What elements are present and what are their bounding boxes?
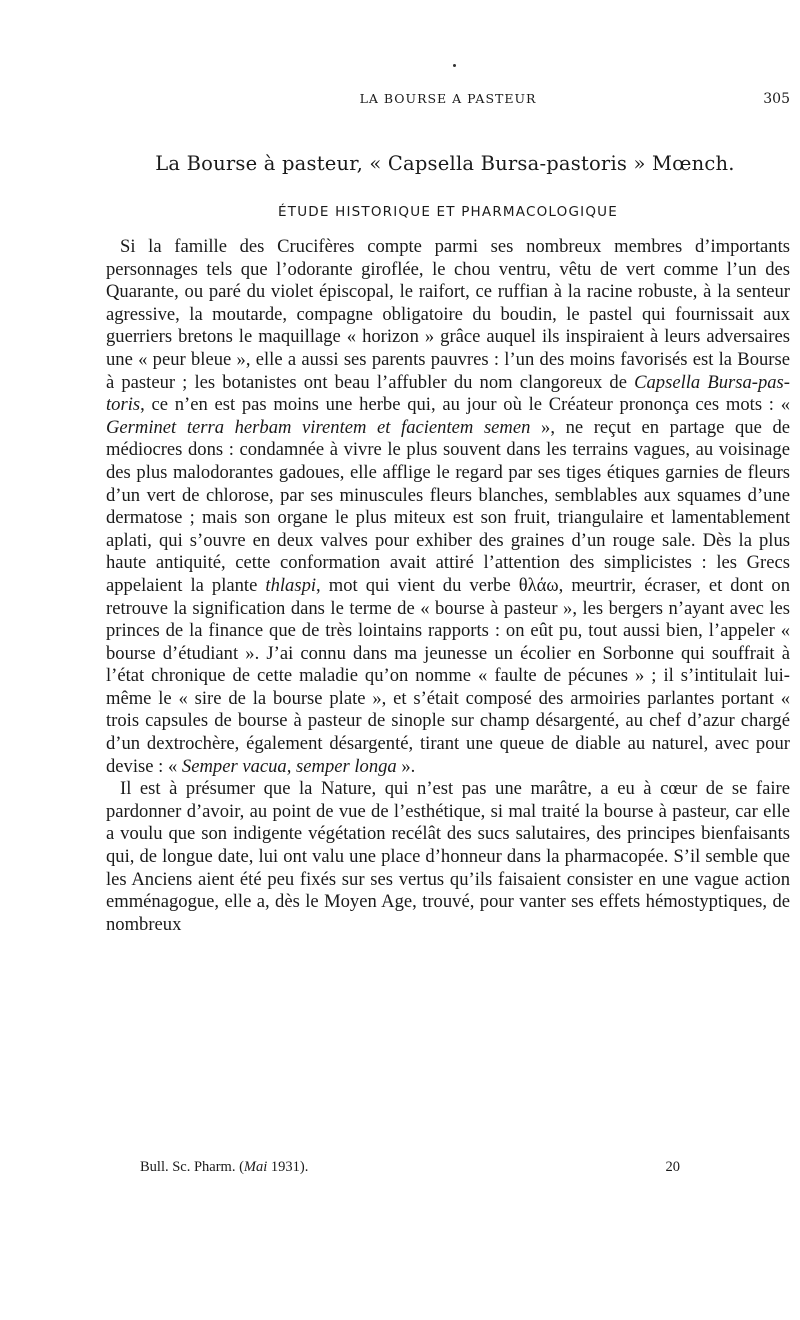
paragraph-1-italic-genesis-quote: Germinet terra herbam virentem et facientem semen <box>106 416 531 438</box>
paragraph-1-text-d: , mot qui vient du verbe θλάω, meurtrir, écraser, et dont on retrouve la signification dans le terme de « bourse à pasteur », les bergers n’ayant avec les princes de la finance que de très lointains rapports : on eût pu, tout aussi bien, l’appeler « bourse d’étudiant ». J’ai connu dans ma jeunesse un écolier en Sorbonne qui souffrait à l’état chronique de cette maladie qu’on nomme « faulte de pécunes » ; il s’intitulait lui-même le « sire de la bourse plate », et s’était composé des armoiries parlantes portant « trois capsules de bourse à pasteur de sinople sur champ désargenté, au chef d’azur chargé d’un dextrochère, également désargenté, tirant une queue de diable au naturel, avec pour devise : « <box>106 574 790 777</box>
paragraph-1-text-e: ». <box>396 755 416 777</box>
article-subtitle: ÉTUDE HISTORIQUE ET PHARMACOLOGIQUE <box>278 204 618 220</box>
print-speck <box>453 64 456 67</box>
journal-citation-a: Bull. Sc. Pharm. ( <box>140 1159 244 1175</box>
journal-citation-month: Mai <box>243 1159 268 1175</box>
paragraph-1-text-a: Si la famille des Crucifères compte parmi ses nombreux membres d’importants personnages tels que l’odorante giroflée, le chou ventru, vêtu de vert comme l’un des Quarante, ou paré du violet épiscopal, le raifort, ce ruffian à la racine robuste, à la senteur agressive, la moutarde, compagne obligatoire du boudin, le pastel qui fournissait aux guerriers bretons le maquillage « horizon » grâce auquel ils inspiraient à leurs adversaires une « peur bleue », elle a aussi ses parents pauvres : l’un des moins favorisés est la Bourse à pasteur ; les botanistes ont beau l’affubler du nom clangoreux de <box>106 236 790 393</box>
paragraph-1-italic-latin-name: Capsella Bursa-pastoris <box>106 371 790 416</box>
paragraph-2: Il est à présumer que la Nature, qui n’est pas une marâtre, a eu à cœur de se faire pardonner d’avoir, au point de vue de l’esthétique, si mal traité la bourse à pasteur, car elle a voulu que son indigente végétation recélât des sucs salutaires, des principes bienfaisants qui, de longue date, lui ont valu une place d’honneur dans la pharmacopée. S’il semble que les Anciens aient été peu fixés sur ses vertus qu’ils faisaient consister en une vague action emménagogue, elle a, dès le Moyen Age, trouvé, pour vanter ses effets hémostyptiques, de nombreux <box>106 778 790 935</box>
page-footer <box>106 1159 790 1181</box>
running-head <box>106 91 790 111</box>
running-head-title: LA BOURSE A PASTEUR <box>359 91 537 106</box>
journal-citation <box>140 1159 308 1176</box>
paragraph-1-text-c: », ne reçut en partage que de médiocres dons : condamnée à vivre le plus souvent dans les terrains vagues, au voisinage des plus malodorantes gadoues, elle afflige le regard par ses tiges étiques garnies de fleurs d’un vert de chlorose, par ses minuscules fleurs blanches, semblables aux squames d’une dermatose ; mais son organe le plus miteux est son fruit, triangulaire et lamentablement aplati, qui s’ouvre en deux valves pour exhiber des graines d’un rouge sale. Dès la plus haute antiquité, cette conformation avait attiré l’attention des simplicistes : les Grecs appelaient la plante <box>106 416 790 596</box>
paragraph-1 <box>106 236 790 778</box>
paragraph-1-italic-thlaspi: thlaspi <box>265 574 317 596</box>
journal-citation-b: 1931). <box>267 1159 309 1175</box>
article-title: La Bourse à pasteur, « Capsella Bursa-pastoris » Mœnch. <box>155 152 735 175</box>
signature-mark: 20 <box>665 1159 680 1175</box>
paragraph-1-italic-motto: Semper vacua, semper longa <box>181 755 397 777</box>
page-number: 305 <box>763 91 790 107</box>
article-body <box>106 236 790 936</box>
paragraph-1-text-b: , ce n’en est pas moins une herbe qui, au jour où le Créateur prononça ces mots : « <box>140 394 790 416</box>
